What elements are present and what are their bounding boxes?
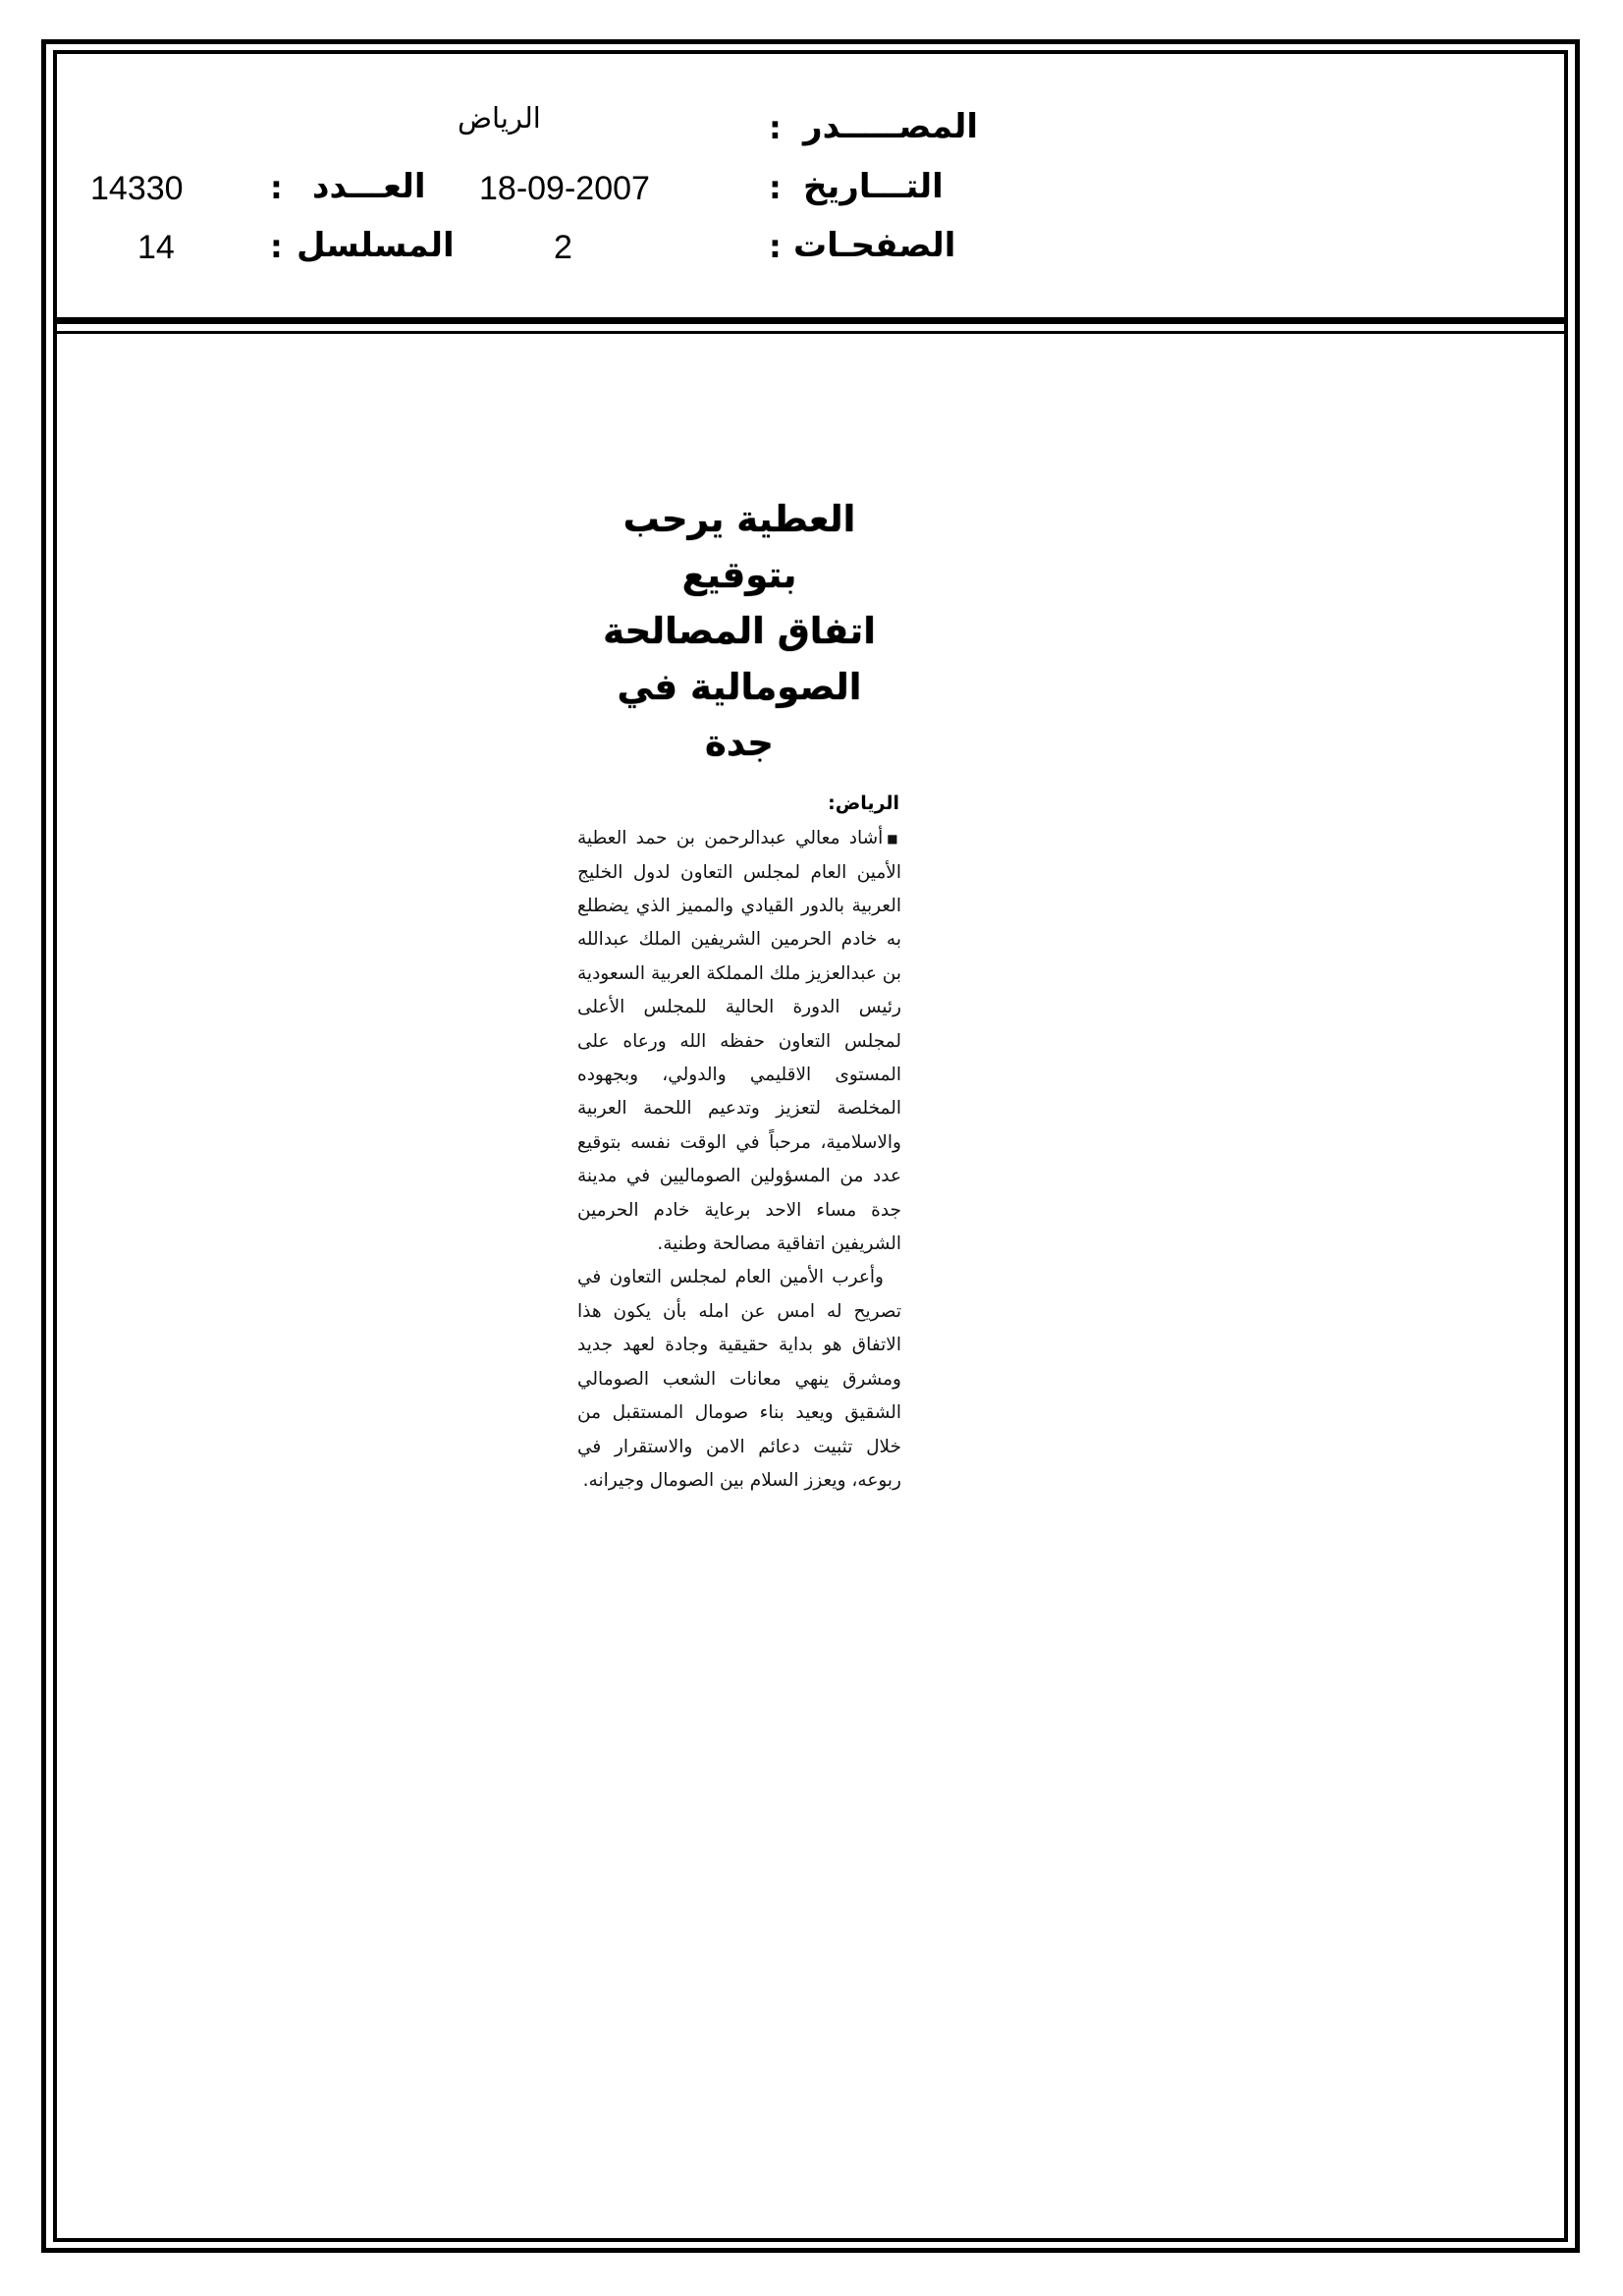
source-label: المصـــــدر [803, 107, 979, 146]
header-divider-thin [53, 331, 1568, 334]
article-paragraph-2: وأعرب الأمين العام لمجلس التعاون في تصريح له امس عن امله بأن يكون هذا الاتفاق هو بداية حقيقية وجادة لعهد جديد ومشرق ينهي معانات الشعب الصومالي الشقيق ويعيد بناء صومال المستقبل من خلال تثبيت دعائم الامن والاستقرار في ربوعه، ويعزز السلام بين الصومال وجيرانه. [577, 1267, 901, 1491]
article-headline [577, 491, 901, 771]
header-divider-thick [53, 317, 1568, 324]
headline-line-3: الصومالية في جدة [617, 666, 862, 764]
pages-colon: : [769, 228, 782, 265]
pages-label: الصفحـات [793, 226, 956, 265]
news-clipping [577, 491, 901, 1498]
article-paragraph-1 [577, 822, 901, 1261]
headline-line-2: اتفاق المصالحة [603, 610, 876, 652]
date-label: التـــاريخ [803, 167, 944, 206]
serial-colon: : [270, 228, 283, 265]
date-colon: : [769, 169, 782, 206]
issue-colon: : [270, 169, 283, 206]
issue-label: العـــدد [312, 167, 426, 206]
source-value: الرياض [458, 101, 541, 135]
pages-value: 2 [554, 229, 572, 266]
headline-line-1: العطية يرحب بتوقيع [622, 498, 856, 596]
source-colon: : [769, 109, 782, 146]
article-dateline: الرياض: [828, 793, 899, 814]
date-value: 18-09-2007 [479, 170, 650, 207]
bullet-square-icon: ■ [887, 832, 901, 846]
serial-label: المسلسل [297, 226, 455, 265]
paragraph-1-text: أشاد معالي عبدالرحمن بن حمد العطية الأمين العام لمجلس التعاون لدول الخليج العربية بالدور القيادي والمميز الذي يضطلع به خادم الحرمين الشريفين الملك عبدالله بن عبدالعزيز ملك المملكة العربية السعودية رئيس الدورة الحالية للمجلس الأعلى لمجلس التعاون حفظه الله ورعاه على المستوى الاقليمي والدولي، وبجهوده المخلصة لتعزيز وتدعيم اللحمة العربية والاسلامية، مرحباً في الوقت نفسه بتوقيع عدد من المسؤولين الصوماليين في مدينة جدة مساء الاحد برعاية خادم الحرمين الشريفين اتفاقية مصالحة وطنية. [577, 828, 901, 1255]
issue-value: 14330 [90, 170, 184, 207]
serial-value: 14 [137, 229, 175, 266]
